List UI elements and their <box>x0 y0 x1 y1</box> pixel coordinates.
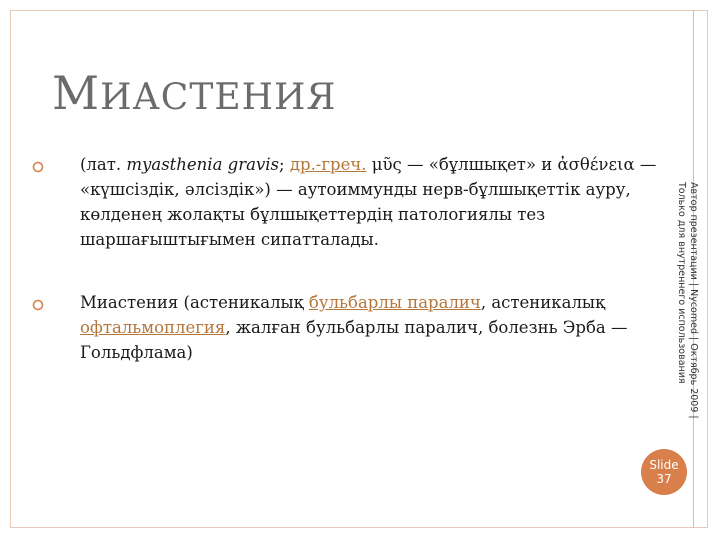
para2-rest: , жалған бульбарлы паралич, болезнь Эрба — Гольдфлама) <box>80 318 628 362</box>
bullet-icon <box>32 296 44 308</box>
definition-paragraph <box>80 152 668 252</box>
title-first-letter: М <box>52 66 101 120</box>
title-rest: ИАСТЕНИЯ <box>100 77 337 118</box>
greek-link[interactable]: др.-греч. <box>289 155 367 174</box>
ophthalmoplegia-link[interactable]: офтальмоплегия <box>80 318 226 337</box>
slide-label: Slide <box>649 458 679 472</box>
slide-number-badge <box>641 449 687 495</box>
bullet-icon <box>32 158 44 170</box>
para2-prefix: Миастения (астеникалық <box>80 293 309 312</box>
slide-number: 37 <box>656 472 672 486</box>
para1-prefix: (лат. <box>80 155 122 174</box>
side-note-text: Автор презентации | Nycomed | Октябрь 2009 | Только для внутреннего использования <box>676 182 699 419</box>
slide-title <box>52 66 336 120</box>
para1-sep: ; <box>279 155 285 174</box>
side-note <box>661 182 699 422</box>
bulbar-palsy-link[interactable]: бульбарлы паралич <box>308 293 481 312</box>
para1-rest: μῦς — «бұлшықет» и ἀσθένεια — «күшсіздік, әлсіздік») — аутоиммунды нерв-бұлшықеттік ауру, көлденең жолақты бұлшықеттердің патологиялы тез шаршағыштығымен сипатталады. <box>80 155 657 249</box>
para2-mid: , астеникалық <box>480 293 606 312</box>
synonyms-paragraph <box>80 290 668 365</box>
latin-term: myasthenia gravis <box>126 155 280 174</box>
